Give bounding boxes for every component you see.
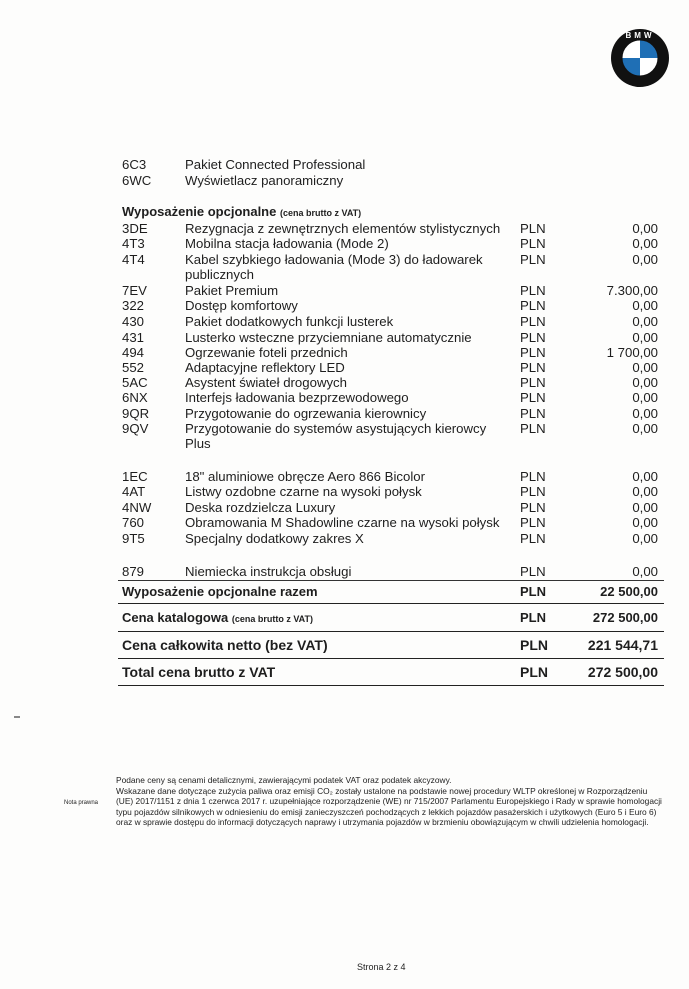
option-currency: PLN [520,515,546,530]
option-currency: PLN [520,330,546,345]
option-code: 9QR [122,406,150,421]
option-amount: 0,00 [632,375,658,390]
option-description: Interfejs ładowania bezprzewodowego [185,390,409,405]
option-code: 3DE [122,221,148,236]
option-currency: PLN [520,221,546,236]
option-amount: 0,00 [632,406,658,421]
option-amount: 0,00 [632,298,658,313]
option-description: Deska rozdzielcza Luxury [185,500,336,515]
option-currency: PLN [520,500,546,515]
option-amount: 0,00 [632,221,658,236]
option-description: Rezygnacja z zewnętrznych elementów stylistycznych [185,221,501,236]
option-currency: PLN [520,314,546,329]
option-code: 1EC [122,469,148,484]
divider [118,580,664,581]
bmw-logo-text: BMW [625,31,655,40]
divider [118,658,664,659]
option-code: 322 [122,298,145,313]
option-code: 760 [122,515,145,530]
option-description: Asystent świateł drogowych [185,375,347,390]
option-amount: 0,00 [632,469,658,484]
option-amount: 0,00 [632,564,658,579]
option-code: 7EV [122,283,147,298]
option-currency: PLN [520,484,546,499]
option-code: 4NW [122,500,152,515]
option-description: Kabel szybkiego ładowania (Mode 3) do ładowarek publicznych [185,252,483,282]
option-description: Pakiet dodatkowych funkcji lusterek [185,314,394,329]
scan-mark [14,716,20,718]
option-currency: PLN [520,531,546,546]
option-description: Obramowania M Shadowline czarne na wysoki połysk [185,515,500,530]
legal-notice [116,775,666,828]
option-currency: PLN [520,236,546,251]
divider [118,685,664,686]
option-description: 18" aluminiowe obręcze Aero 866 Bicolor [185,469,425,484]
option-description: Ogrzewanie foteli przednich [185,345,348,360]
divider [118,631,664,632]
option-currency: PLN [520,345,546,360]
option-description: Pakiet Connected Professional [185,157,366,172]
option-amount: 1 700,00 [606,345,658,360]
option-description: Lusterko wsteczne przyciemniane automatycznie [185,330,472,345]
option-code: 9QV [122,421,149,436]
option-amount: 0,00 [632,360,658,375]
option-description: Pakiet Premium [185,283,279,298]
option-code: 494 [122,345,145,360]
option-description: Niemiecka instrukcja obsługi [185,564,352,579]
option-currency: PLN [520,390,546,405]
option-currency: PLN [520,252,546,267]
option-currency: PLN [520,469,546,484]
option-amount: 0,00 [632,330,658,345]
option-code: 6C3 [122,157,147,172]
legal-paragraph: Wskazane dane dotyczące zużycia paliwa oraz emisji CO₂ zostały ustalone na podstawie nowej procedury WLTP określonej w Rozporządzeniu (UE) 2017/1151 z dnia 1 czerwca 2017 r. uzupełniające rozporządzenie (WE) nr 715/2007 Parlamentu Europejskiego i Rady w sprawie homologacji typu pojazdów silnikowych w odniesieniu do emisji zanieczyszczeń pochodzących z lekkich pojazdów pasażerskich i użytkowych (Euro 5 i Euro 6) oraz w sprawie dostępu do informacji dotyczących naprawy i utrzymania pojazdów w brzmieniu obowiązującym w chwili udzielenia homologacji. [116,785,662,828]
option-amount: 0,00 [632,500,658,515]
option-currency: PLN [520,298,546,313]
option-amount: 0,00 [632,515,658,530]
option-currency: PLN [520,406,546,421]
option-amount: 0,00 [632,390,658,405]
option-code: 4AT [122,484,146,499]
options-heading: Wyposażenie opcjonalne (cena brutto z VAT) [122,204,362,219]
option-amount: 0,00 [632,314,658,329]
option-code: 431 [122,330,145,345]
divider [118,603,664,604]
option-amount: 0,00 [632,236,658,251]
option-amount: 0,00 [632,252,658,267]
option-description: Przygotowanie do ogrzewania kierownicy [185,406,427,421]
option-currency: PLN [520,421,546,436]
option-amount: 7.300,00 [606,283,658,298]
option-code: 4T3 [122,236,145,251]
option-amount: 0,00 [632,531,658,546]
option-code: 9T5 [122,531,145,546]
option-amount: 0,00 [632,421,658,436]
page-number: Strona 2 z 4 [357,962,406,972]
bmw-logo [610,28,670,88]
option-currency: PLN [520,375,546,390]
option-code: 5AC [122,375,148,390]
option-code: 6WC [122,173,152,188]
option-description: Dostęp komfortowy [185,298,298,313]
option-description: Adaptacyjne reflektory LED [185,360,345,375]
legal-paragraph: Podane ceny są cenami detalicznymi, zawierającymi podatek VAT oraz podatek akcyzowy. [116,775,452,785]
option-code: 4T4 [122,252,145,267]
option-description: Listwy ozdobne czarne na wysoki połysk [185,484,422,499]
option-code: 552 [122,360,145,375]
option-amount: 0,00 [632,484,658,499]
option-currency: PLN [520,283,546,298]
option-description: Wyświetlacz panoramiczny [185,173,344,188]
option-description: Przygotowanie do systemów asystujących kierowcy Plus [185,421,487,451]
option-description: Mobilna stacja ładowania (Mode 2) [185,236,389,251]
option-code: 879 [122,564,145,579]
option-code: 430 [122,314,145,329]
option-description: Specjalny dodatkowy zakres X [185,531,364,546]
option-currency: PLN [520,564,546,579]
legal-side-label: Nota prawna [64,800,99,806]
option-code: 6NX [122,390,148,405]
option-currency: PLN [520,360,546,375]
